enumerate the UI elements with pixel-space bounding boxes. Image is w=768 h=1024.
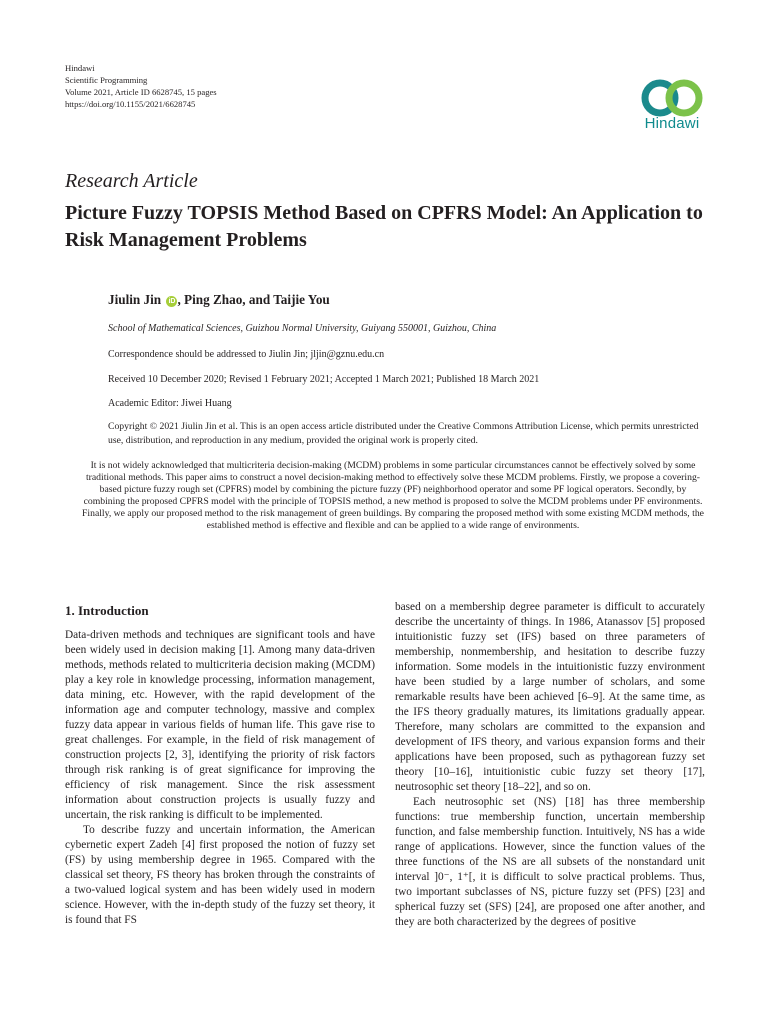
publication-dates: Received 10 December 2020; Revised 1 February 2021; Accepted 1 March 2021; Published 18 March 2021 xyxy=(108,374,540,385)
author-first[interactable]: Jiulin Jin xyxy=(108,292,162,307)
paragraph: Data-driven methods and techniques are significant tools and have been widely used in decision making [1]. Among many data-driven methods, methods related to multicriteria decision making (MCDM) play a key role in knowledge processing, information management, data mining, etc. However, with the rapid development of the information age and computer technology, massive and complex fuzzy data appear in various fields of human life. This gave rise to great challenges. For example, in the field of risk management of construction projects [2, 3], identifying the priority of risk factors through risk ranking is of great significance for improving the efficiency of risk management. Since the risk assessment information about construction projects is usually fuzzy and uncertain, the risk ranking is difficult to be implemented. xyxy=(65,629,375,821)
publisher-name: Hindawi xyxy=(65,63,95,73)
body-column-right xyxy=(395,600,705,930)
paragraph: To describe fuzzy and uncertain information, the American cybernetic expert Zadeh [4] first proposed the notion of fuzzy set (FS) by using membership degree in 1965. Compared with the classical set theory, FS theory has broken through the constraints of a two-valued logical system and has been widely used in modern science. However, with the in-depth study of the fuzzy set theory, it is found that FS xyxy=(65,824,375,926)
affiliation: School of Mathematical Sciences, Guizhou Normal University, Guiyang 550001, Guizhou, China xyxy=(108,323,497,334)
abstract: It is not widely acknowledged that multicriteria decision-making (MCDM) problems in some particular circumstances cannot be effectively solved by some traditional methods. This paper aims to construct a novel decision-making method to effectively solve these MCDM problems. Firstly, we propose a covering-based picture fuzzy rough set (CPFRS) model by combining the picture fuzzy (PF) neighborhood operator and some PF logical operators. Secondly, by combining the proposed CPFRS model with the principle of TOPSIS method, a new method is proposed to solve the MCDM problems under PF environments. Finally, we apply our proposed method to the risk management of green buildings. By comparing the proposed method with some existing MCDM methods, the established method is effective and flexible and can be applied to a wide range of environments. xyxy=(82,460,704,531)
volume-info: Volume 2021, Article ID 6628745, 15 pages xyxy=(65,87,217,97)
article-title: Picture Fuzzy TOPSIS Method Based on CPFRS Model: An Application to Risk Management Problems xyxy=(65,202,703,251)
body-column-left xyxy=(65,600,375,928)
journal-meta xyxy=(65,62,217,110)
author-rest: , Ping Zhao, and Taijie You xyxy=(177,292,330,307)
paragraph: Each neutrosophic set (NS) [18] has three membership functions: true membership function, uncertain membership function, and false membership function. Intuitively, NS has a wide range of applications. However, since the function values of the three functions of the NS are all subsets of the nonstandard unit interval ]0⁻, 1⁺[, it is difficult to solve practical problems. Thus, two important subclasses of NS, picture fuzzy set (PFS) [23] and spherical fuzzy set (SFS) [24], are proposed one after another, and they are both characterized by the degrees of positive xyxy=(395,796,705,928)
academic-editor: Academic Editor: Jiwei Huang xyxy=(108,398,232,409)
journal-name: Scientific Programming xyxy=(65,75,148,85)
doi-link[interactable]: https://doi.org/10.1155/2021/6628745 xyxy=(65,99,196,109)
paragraph: based on a membership degree parameter is difficult to accurately describe the uncertainty of things. In 1986, Atanassov [5] proposed intuitionistic fuzzy set (IFS) based on three parameters of membership, nonmembership, and hesitation to describe fuzzy information. Some models in the intuitionistic fuzzy environment have been studied by a large number of scholars, and some remarkable results have been achieved [6–9]. At the same time, as the IFS theory gradually matures, its limitations gradually appear. Therefore, many scholars are committed to the expansion and development of IFS theory, and various expansion forms and their applications have been proposed, such as pythagorean fuzzy set theory [10–16], intuitionistic cubic fuzzy set theory [17], neutrosophic set theory [18–22], and so on. xyxy=(395,601,705,793)
correspondence: Correspondence should be addressed to Jiulin Jin; jljin@gznu.edu.cn xyxy=(108,349,385,360)
orcid-icon[interactable]: iD xyxy=(168,298,176,305)
author-list xyxy=(108,292,330,308)
copyright-notice: Copyright © 2021 Jiulin Jin et al. This is an open access article distributed under the Creative Commons Attribution License, which permits unrestricted use, distribution, and reproduction in any medium, provided the original work is properly cited. xyxy=(108,421,699,446)
section-heading: 1. Introduction xyxy=(65,603,149,618)
article-type: Research Article xyxy=(65,170,198,192)
logo-text: Hindawi xyxy=(644,115,700,132)
